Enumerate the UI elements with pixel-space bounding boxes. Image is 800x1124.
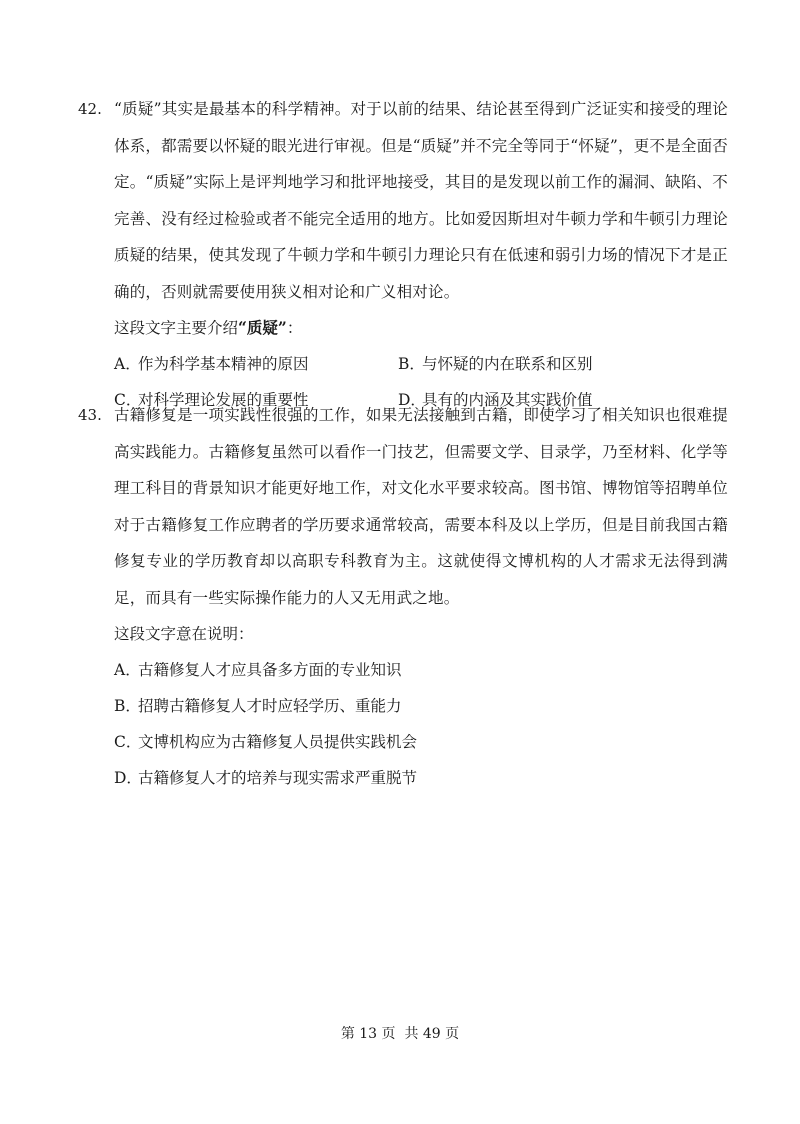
page-footer	[0, 1024, 800, 1044]
question-prompt: 这段文字意在说明：	[114, 625, 254, 643]
option-c[interactable]	[114, 724, 728, 760]
page-number-text: 第 13 页 共 49 页	[340, 1026, 460, 1042]
option-letter: B．	[114, 697, 141, 715]
question-passage	[114, 91, 728, 310]
options-list	[114, 652, 728, 796]
option-letter: A．	[114, 661, 141, 679]
passage-text: “质疑”其实是最基本的科学精神。对于以前的结果、结论甚至得到广泛证实和接受的理论体系，都需要以怀疑的眼光进行审视。但是“质疑”并不完全等同于“怀疑”，更不是全面否定。“质疑”实际上是评判地学习和批评地接受，其目的是发现以前工作的漏洞、缺陷、不完善、没有经过检验或者不能完全适用的地方。比如爱因斯坦对牛顿力学和牛顿引力理论质疑的结果，使其发现了牛顿力学和牛顿引力理论只有在低速和弱引力场的情况下才是正确的，否则就需要使用狭义相对论和广义相对论。	[114, 100, 728, 301]
option-letter: D．	[398, 391, 426, 409]
prompt-keyword: “质疑”	[238, 318, 287, 337]
question-number: 42.	[78, 100, 102, 118]
question-passage	[114, 397, 728, 616]
option-d[interactable]	[114, 760, 728, 796]
option-letter: A．	[114, 355, 141, 373]
option-letter: D．	[114, 769, 142, 787]
option-text: 古籍修复人才应具备多方面的专业知识	[138, 661, 402, 679]
option-a[interactable]	[114, 346, 398, 382]
prompt-suffix: ：	[286, 319, 303, 337]
question-42	[78, 91, 728, 418]
option-a[interactable]	[114, 652, 728, 688]
question-prompt	[114, 310, 728, 346]
option-letter: C．	[114, 733, 142, 751]
option-text: 作为科学基本精神的原因	[138, 355, 309, 373]
option-b[interactable]	[398, 346, 698, 382]
option-b[interactable]	[114, 688, 728, 724]
option-letter: B．	[398, 355, 425, 373]
option-text: 具有的内涵及其实践价值	[422, 391, 593, 409]
question-43	[78, 397, 728, 796]
option-text: 对科学理论发展的重要性	[138, 391, 309, 409]
passage-text: 古籍修复是一项实践性很强的工作，如果无法接触到古籍，即使学习了相关知识也很难提高实践能力。古籍修复虽然可以看作一门技艺，但需要文学、目录学，乃至材料、化学等理工科目的背景知识才能更好地工作，对文化水平要求较高。图书馆、博物馆等招聘单位对于古籍修复工作应聘者的学历要求通常较高，需要本科及以上学历，但是目前我国古籍修复专业的学历教育却以高职专科教育为主。这就使得文博机构的人才需求无法得到满足，而具有一些实际操作能力的人又无用武之地。	[114, 406, 728, 607]
option-letter: C．	[114, 391, 142, 409]
option-text: 与怀疑的内在联系和区别	[422, 355, 593, 373]
option-text: 文博机构应为古籍修复人员提供实践机会	[138, 733, 418, 751]
option-text: 古籍修复人才的培养与现实需求严重脱节	[138, 769, 418, 787]
option-text: 招聘古籍修复人才时应轻学历、重能力	[138, 697, 402, 715]
prompt-text: 这段文字主要介绍	[114, 319, 239, 337]
question-number: 43.	[78, 406, 102, 424]
